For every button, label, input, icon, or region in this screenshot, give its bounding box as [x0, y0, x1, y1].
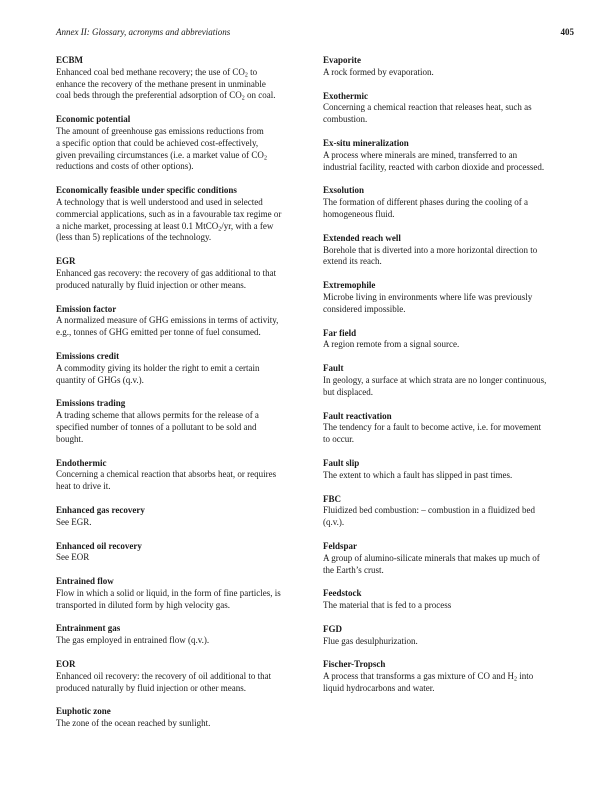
- entry-definition: The tendency for a fault to become active, i.e. for movement to occur.: [323, 422, 542, 445]
- entry-term: EOR: [56, 659, 76, 670]
- entry-definition: A trading scheme that allows permits for the release of a specified number of tonnes of a pollutant to be sold and bought.: [56, 410, 259, 444]
- glossary-entry: [56, 398, 308, 445]
- entry-term: ECBM: [56, 55, 83, 65]
- entry-definition: A process that transforms a gas mixture of CO and $H_2$ into liquid hydrocarbons and water.: [323, 671, 534, 694]
- entry-definition: Fluidized bed combustion: – combustion in a fluidized bed (q.v.).: [323, 505, 535, 528]
- entry-term: Economically feasible under specific conditions: [56, 185, 237, 196]
- entry-definition: The extent to which a fault has slipped in past times.: [323, 469, 513, 480]
- glossary-entry: [56, 114, 308, 173]
- entry-term: Fault slip: [323, 457, 360, 468]
- entry-term: Fischer-Tropsch: [323, 659, 386, 670]
- glossary-entry: [56, 55, 308, 102]
- entry-term: Fault: [323, 363, 344, 374]
- entry-term: EGR: [56, 256, 76, 267]
- glossary-entry: [56, 256, 308, 291]
- entry-term: Enhanced oil recovery: [56, 540, 142, 551]
- glossary-entry: [56, 706, 308, 730]
- glossary-entry: [56, 623, 308, 647]
- entry-term: Fault reactivation: [323, 410, 392, 421]
- entry-definition: The zone of the ocean reached by sunlight.: [56, 718, 211, 729]
- entry-definition: A commodity giving its holder the right to emit a certain quantity of GHGs (q.v.).: [56, 362, 260, 385]
- entry-definition: The formation of different phases during the cooling of a homogeneous fluid.: [323, 197, 529, 219]
- glossary-entry: [56, 351, 308, 386]
- entry-term: Economic potential: [56, 114, 131, 125]
- entry-definition: Enhanced oil recovery: the recovery of oil additional to that produced naturally by fluid injection or other means.: [56, 670, 272, 693]
- glossary-entry: [323, 363, 575, 398]
- glossary-entry: [56, 185, 308, 244]
- entry-definition: The gas employed in entrained flow (q.v.).: [56, 635, 210, 646]
- entry-term: FGD: [323, 623, 342, 634]
- entry-definition: Concerning a chemical reaction that absorbs heat, or requires heat to drive it.: [56, 469, 277, 492]
- entry-term: Extended reach well: [323, 232, 401, 243]
- entry-definition: Enhanced gas recovery: the recovery of gas additional to that produced naturally by fluid injection or other means.: [56, 267, 277, 290]
- glossary-entry: [323, 91, 575, 126]
- glossary-entry: [323, 328, 575, 352]
- glossary-entry: [323, 588, 575, 612]
- entry-term: Endothermic: [56, 457, 107, 468]
- entry-definition: The material that is fed to a process: [323, 600, 452, 611]
- glossary-entry: [56, 576, 308, 611]
- entry-term: Far field: [323, 327, 357, 338]
- glossary-entry: [323, 55, 575, 79]
- entry-term: Emissions trading: [56, 398, 126, 409]
- glossary-entry: [56, 458, 308, 493]
- running-head: Annex II: Glossary, acronyms and abbreviations: [56, 27, 231, 37]
- glossary-entry: [323, 411, 575, 446]
- entry-definition: A region remote from a signal source.: [323, 339, 460, 350]
- entry-term: Entrainment gas: [56, 623, 121, 634]
- entry-definition: A normalized measure of GHG emissions in terms of activity, e.g., tonnes of GHG emitted per tonne of fuel consumed.: [56, 315, 279, 338]
- entry-term: Euphotic zone: [56, 706, 111, 717]
- entry-definition: The amount of greenhouse gas emissions reductions from a specific option that could be achieved cost-effectively, given prevailing circumstances (i.e. a market value of $CO_2$ reductions and costs of other options).: [56, 125, 267, 172]
- glossary-entry: [323, 138, 575, 173]
- entry-term: Exothermic: [323, 90, 368, 101]
- glossary-entry: [323, 624, 575, 648]
- entry-definition: A process where minerals are mined, transferred to an industrial facility, reacted with carbon dioxide and processed.: [323, 149, 545, 172]
- glossary-entry: [323, 458, 575, 482]
- entry-definition: Flue gas desulphurization.: [323, 635, 418, 646]
- entry-term: Extremophile: [323, 280, 376, 291]
- entry-term: FBC: [323, 493, 341, 504]
- entry-definition: See EGR.: [56, 516, 92, 527]
- entry-definition: See EOR: [56, 552, 90, 563]
- entry-term: Enhanced gas recovery: [56, 504, 145, 515]
- entry-definition: Concerning a chemical reaction that releases heat, such as combustion.: [323, 102, 532, 125]
- entry-definition: A technology that is well understood and used in selected commercial applications, such as in a favourable tax regime or a niche market, processing at least 0.1 MtCO$_2$/yr, with a few (less than 5) replications of the technology.: [56, 196, 282, 243]
- entry-definition: A group of alumino-silicate minerals that makes up much of the Earth’s crust.: [323, 552, 540, 575]
- entry-term: Feedstock: [323, 588, 362, 599]
- entry-definition: Flow in which a solid or liquid, in the form of fine particles, is transported in diluted form by high velocity gas.: [56, 587, 281, 610]
- glossary-entry: [56, 659, 308, 694]
- entry-definition: In geology, a surface at which strata are no longer continuous, but displaced.: [323, 374, 547, 397]
- entry-definition: Borehole that is diverted into a more horizontal direction to extend its reach.: [323, 244, 538, 267]
- glossary-entry: [56, 505, 308, 529]
- entry-term: Entrained flow: [56, 576, 114, 587]
- glossary-entry: [56, 304, 308, 339]
- right-column: [323, 55, 575, 707]
- glossary-entry: [323, 280, 575, 315]
- glossary-entry: [323, 185, 575, 220]
- glossary-entry: [56, 541, 308, 565]
- entry-term: Emission factor: [56, 303, 117, 314]
- entry-definition: Microbe living in environments where life was previously considered impossible.: [323, 291, 533, 314]
- glossary-entry: [323, 233, 575, 268]
- page-number: 405: [560, 27, 574, 37]
- entry-term: Emissions credit: [56, 350, 120, 361]
- glossary-entry: [323, 659, 575, 694]
- entry-definition: A rock formed by evaporation.: [323, 66, 434, 77]
- entry-definition: Enhanced coal bed methane recovery; the use of $CO_2$ to enhance the recovery of the methane present in unminable coal beds through the preferential adsorption of $CO_2$ on coal.: [56, 66, 276, 102]
- glossary-entry: [323, 541, 575, 576]
- glossary-entry: [323, 494, 575, 529]
- entry-term: Evaporite: [323, 55, 361, 65]
- entry-term: Feldspar: [323, 540, 358, 551]
- entry-term: Exsolution: [323, 185, 365, 196]
- left-column: [56, 55, 308, 742]
- entry-term: Ex-situ mineralization: [323, 137, 409, 148]
